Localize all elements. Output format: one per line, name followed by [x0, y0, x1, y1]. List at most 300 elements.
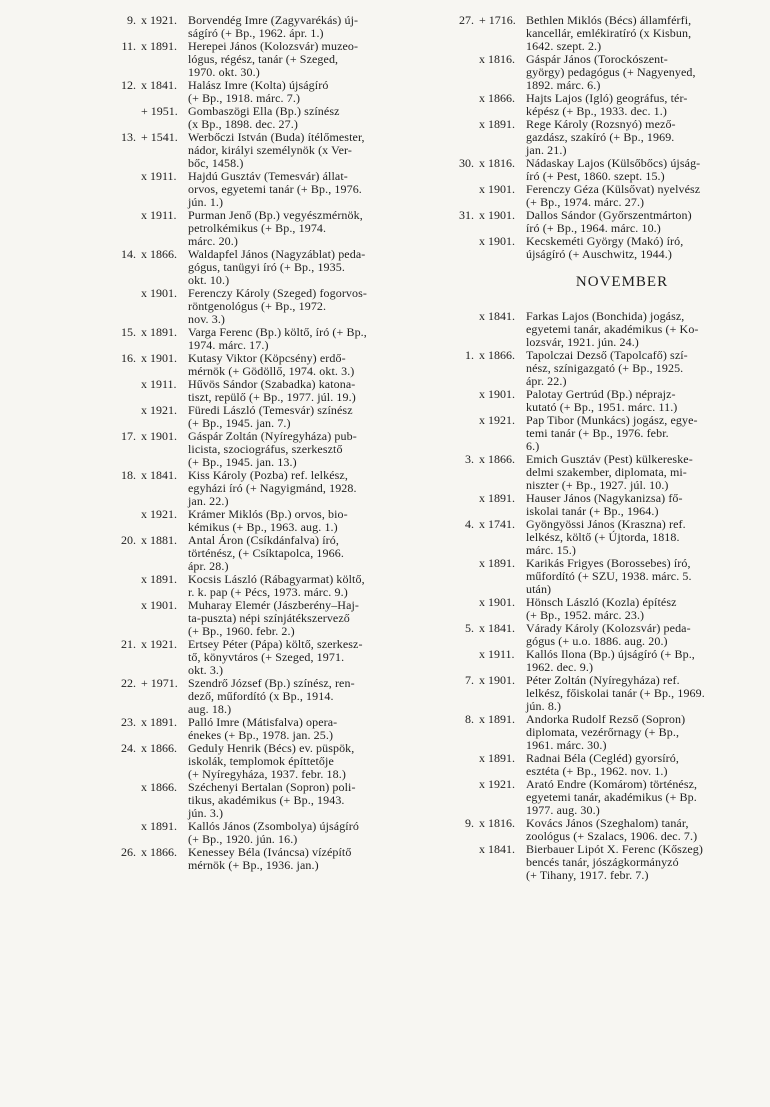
entry-year: x 1816. [479, 156, 515, 170]
entry-year: x 1891. [479, 556, 515, 570]
right-column [446, 14, 758, 882]
calendar-entry [446, 235, 758, 261]
entry-year: x 1891. [479, 491, 515, 505]
entry-line: énekes (+ Bp., 1978. jan. 25.) [188, 728, 334, 742]
entry-text [188, 131, 420, 170]
entry-line: után) [526, 582, 552, 596]
entry-line: Hajts Lajos (Igló) geográfus, tér- [526, 91, 688, 105]
calendar-entry [446, 713, 758, 752]
entry-line: Werbőczi István (Buda) ítélőmester, [188, 130, 365, 144]
entry-line: orvos, egyetemi tanár (+ Bp., 1976. [188, 182, 362, 196]
entry-line: jan. 22.) [188, 494, 229, 508]
calendar-entry [446, 53, 758, 92]
entry-line: Geduly Henrik (Bécs) ev. püspök, [188, 741, 355, 755]
right-column-bottom [446, 310, 758, 882]
entry-line: Rege Károly (Rozsnyó) mező- [526, 117, 676, 131]
entry-line: Péter Zoltán (Nyíregyháza) ref. [526, 673, 680, 687]
entry-line: Tapolczai Dezső (Tapolcafő) szí- [526, 348, 688, 362]
calendar-entry [108, 716, 420, 742]
entry-line: egyetemi tanár, akadémikus (+ Bp. [526, 790, 697, 804]
entry-line: kutató (+ Bp., 1951. márc. 11.) [526, 400, 678, 414]
calendar-entry [446, 817, 758, 843]
entry-year: x 1816. [479, 816, 515, 830]
entry-line: kancellár, emlékiratíró (x Kisbun, [526, 26, 692, 40]
entry-line: Gombaszögi Ella (Bp.) színész [188, 104, 340, 118]
entry-text [188, 248, 420, 287]
calendar-entry [108, 105, 420, 131]
entry-day: 8. [465, 712, 474, 726]
entry-text [188, 846, 420, 872]
entry-year: x 1841. [141, 78, 177, 92]
entry-year: x 1891. [479, 117, 515, 131]
entry-line: bőc, 1458.) [188, 156, 244, 170]
entry-line: Ertsey Péter (Pápa) költő, szerkesz- [188, 637, 363, 651]
entry-line: licista, szociográfus, szerkesztő [188, 442, 343, 456]
calendar-entry [108, 677, 420, 716]
calendar-entry [446, 310, 758, 349]
entry-year: x 1901. [479, 234, 515, 248]
entry-text [188, 599, 420, 638]
entry-line: tikus, akadémikus (+ Bp., 1943. [188, 793, 345, 807]
entry-year: + 1971. [141, 676, 178, 690]
entry-line: mérnök (+ Gödöllő, 1974. okt. 3.) [188, 364, 355, 378]
entry-line: Hauser János (Nagykanizsa) fő- [526, 491, 683, 505]
entry-text [526, 235, 758, 261]
entry-text [526, 674, 758, 713]
calendar-entry [108, 534, 420, 573]
entry-year: + 1541. [141, 130, 178, 144]
entry-text [188, 287, 420, 326]
entry-text [526, 752, 758, 778]
calendar-entry [446, 118, 758, 157]
entry-line: Szendrő József (Bp.) színész, ren- [188, 676, 355, 690]
entry-line: Bethlen Miklós (Bécs) államférfi, [526, 13, 692, 27]
entry-text [188, 326, 420, 352]
entry-text [526, 453, 758, 492]
calendar-entry [446, 388, 758, 414]
entry-text [188, 14, 420, 40]
entry-year: x 1816. [479, 52, 515, 66]
entry-line: nov. 3.) [188, 312, 226, 326]
entry-text [188, 430, 420, 469]
entry-line: Kocsis László (Rábagyarmat) költő, [188, 572, 365, 586]
entry-line: okt. 10.) [188, 273, 230, 287]
entry-year: x 1921. [141, 13, 177, 27]
entry-line: író (+ Pest, 1860. szept. 15.) [526, 169, 665, 183]
calendar-entry [108, 508, 420, 534]
entry-line: 1642. szept. 2.) [526, 39, 602, 53]
entry-text [526, 713, 758, 752]
entry-line: Halász Imre (Kolta) újságíró [188, 78, 329, 92]
entry-line: dező, műfordító (x Bp., 1914. [188, 689, 334, 703]
entry-line: ápr. 28.) [188, 559, 229, 573]
entry-line: Varga Ferenc (Bp.) költő, író (+ Bp., [188, 325, 367, 339]
entry-day: 20. [121, 533, 136, 547]
entry-line: györgy) pedagógus (+ Nagyenyed, [526, 65, 696, 79]
entry-line: nész, színigazgató (+ Bp., 1925. [526, 361, 684, 375]
calendar-entry [108, 287, 420, 326]
entry-line: niszter (+ Bp., 1927. júl. 10.) [526, 478, 669, 492]
entry-text [188, 79, 420, 105]
entry-line: Hűvös Sándor (Szabadka) katona- [188, 377, 356, 391]
entry-year: x 1901. [141, 598, 177, 612]
entry-text [188, 352, 420, 378]
calendar-entry [446, 648, 758, 674]
entry-day: 13. [121, 130, 136, 144]
entry-line: Palotay Gertrúd (Bp.) néprajz- [526, 387, 676, 401]
entry-year: x 1866. [141, 845, 177, 859]
entry-text [188, 742, 420, 781]
entry-line: Ferenczy Géza (Külsővat) nyelvész [526, 182, 701, 196]
entry-line: (+ Bp., 1974. márc. 27.) [526, 195, 645, 209]
entry-year: x 1901. [141, 351, 177, 365]
entry-line: Kallós Ilona (Bp.) újságíró (+ Bp., [526, 647, 695, 661]
entry-day: 15. [121, 325, 136, 339]
entry-text [188, 404, 420, 430]
entry-day: 30. [459, 156, 474, 170]
entry-day: 26. [121, 845, 136, 859]
calendar-entry [108, 378, 420, 404]
entry-text [188, 534, 420, 573]
entry-line: zoológus (+ Szalacs, 1906. dec. 7.) [526, 829, 698, 843]
calendar-entry [446, 518, 758, 557]
entry-text [526, 14, 758, 53]
entry-line: jan. 21.) [526, 143, 567, 157]
entry-day: 31. [459, 208, 474, 222]
entry-line: egyetemi tanár, akadémikus (+ Ko- [526, 322, 699, 336]
entry-day: 14. [121, 247, 136, 261]
right-column-top [446, 14, 758, 261]
entry-day: 7. [465, 673, 474, 687]
entry-line: Krámer Miklós (Bp.) orvos, bio- [188, 507, 348, 521]
entry-line: ápr. 22.) [526, 374, 567, 388]
entry-year: x 1891. [141, 325, 177, 339]
entry-line: okt. 3.) [188, 663, 224, 677]
entry-line: bencés tanár, jószágkormányzó [526, 855, 679, 869]
entry-line: Dallos Sándor (Győrszentmárton) [526, 208, 692, 222]
entry-text [526, 92, 758, 118]
entry-text [526, 596, 758, 622]
entry-line: (+ Nyíregyháza, 1937. febr. 18.) [188, 767, 346, 781]
entry-line: gógus (+ u.o. 1886. aug. 20.) [526, 634, 668, 648]
calendar-entry [108, 131, 420, 170]
entry-line: Kutasy Viktor (Köpcsény) erdő- [188, 351, 346, 365]
entry-day: 4. [465, 517, 474, 531]
entry-line: iskolák, templomok építtetője [188, 754, 334, 768]
entry-year: x 1891. [479, 712, 515, 726]
calendar-entry [446, 453, 758, 492]
entry-line: lógus, régész, tanár (+ Szeged, [188, 52, 339, 66]
entry-line: (+ Bp., 1960. febr. 2.) [188, 624, 295, 638]
calendar-entry [108, 638, 420, 677]
left-column [108, 14, 420, 872]
entry-line: lozsvár, 1921. jún. 24.) [526, 335, 639, 349]
calendar-entry [446, 596, 758, 622]
entry-text [526, 388, 758, 414]
entry-text [526, 778, 758, 817]
entry-line: Nádaskay Lajos (Külsőbőcs) újság- [526, 156, 701, 170]
entry-line: író (+ Bp., 1964. márc. 10.) [526, 221, 661, 235]
entry-line: Karikás Frigyes (Borossebes) író, [526, 556, 691, 570]
entry-line: lelkész, főiskolai tanár (+ Bp., 1969. [526, 686, 705, 700]
entry-year: x 1891. [479, 751, 515, 765]
entry-line: gógus, tanügyi író (+ Bp., 1935. [188, 260, 345, 274]
entry-year: x 1891. [141, 819, 177, 833]
entry-year: x 1841. [479, 621, 515, 635]
entry-text [526, 817, 758, 843]
entry-year: x 1921. [479, 413, 515, 427]
entry-line: Füredi László (Temesvár) színész [188, 403, 353, 417]
entry-line: 6.) [526, 439, 540, 453]
entry-text [526, 157, 758, 183]
entry-line: aug. 18.) [188, 702, 232, 716]
entry-line: (+ Bp., 1945. jan. 13.) [188, 455, 297, 469]
entry-line: (+ Bp., 1920. jún. 16.) [188, 832, 298, 846]
entry-line: Herepei János (Kolozsvár) muzeo- [188, 39, 359, 53]
calendar-entry [446, 209, 758, 235]
entry-day: 9. [127, 13, 136, 27]
entry-text [526, 414, 758, 453]
entry-line: Hajdú Gusztáv (Temesvár) állat- [188, 169, 348, 183]
entry-day: 11. [121, 39, 136, 53]
calendar-entry [108, 79, 420, 105]
entry-text [526, 310, 758, 349]
calendar-entry [108, 209, 420, 248]
entry-year: x 1911. [479, 647, 515, 661]
entry-line: 1974. márc. 17.) [188, 338, 269, 352]
entry-line: ságíró (+ Bp., 1962. ápr. 1.) [188, 26, 324, 40]
calendar-entry [108, 352, 420, 378]
entry-year: x 1866. [479, 452, 515, 466]
calendar-entry [446, 622, 758, 648]
entry-line: Radnai Béla (Cegléd) gyorsíró, [526, 751, 679, 765]
entry-line: Széchenyi Bertalan (Sopron) poli- [188, 780, 356, 794]
calendar-entry [108, 248, 420, 287]
entry-day: 12. [121, 78, 136, 92]
entry-line: mérnök (+ Bp., 1936. jan.) [188, 858, 319, 872]
entry-line: Farkas Lajos (Bonchida) jogász, [526, 309, 685, 323]
entry-text [188, 716, 420, 742]
entry-line: Purman Jenő (Bp.) vegyészmérnök, [188, 208, 363, 222]
entry-line: Arató Endre (Komárom) történész, [526, 777, 698, 791]
entry-text [526, 209, 758, 235]
calendar-entry [446, 349, 758, 388]
entry-year: x 1881. [141, 533, 177, 547]
entry-line: nádor, királyi személynök (x Ver- [188, 143, 352, 157]
entry-day: 18. [121, 468, 136, 482]
entry-line: ta-puszta) népi színjátékszervező [188, 611, 350, 625]
entry-year: + 1951. [141, 104, 178, 118]
entry-line: röntgenológus (+ Bp., 1972. [188, 299, 327, 313]
entry-year: x 1901. [479, 595, 515, 609]
entry-line: petrolkémikus (+ Bp., 1974. [188, 221, 327, 235]
calendar-entry [446, 92, 758, 118]
entry-text [526, 648, 758, 674]
entry-text [188, 820, 420, 846]
entry-day: 1. [465, 348, 474, 362]
entry-line: Bierbauer Lipót X. Ferenc (Kőszeg) [526, 842, 704, 856]
entry-year: x 1866. [141, 741, 177, 755]
entry-line: (x Bp., 1898. dec. 27.) [188, 117, 298, 131]
entry-year: x 1901. [479, 182, 515, 196]
entry-line: Kecskeméti György (Makó) író, [526, 234, 684, 248]
entry-line: temi tanár (+ Bp., 1976. febr. [526, 426, 669, 440]
entry-line: újságíró (+ Auschwitz, 1944.) [526, 247, 672, 261]
entry-line: Antal Áron (Csíkdánfalva) író, [188, 533, 339, 547]
entry-line: Gáspár Zoltán (Nyíregyháza) pub- [188, 429, 357, 443]
entry-text [526, 492, 758, 518]
entry-line: Várady Károly (Kolozsvár) peda- [526, 621, 691, 635]
calendar-entry [108, 40, 420, 79]
calendar-entry [446, 183, 758, 209]
calendar-entry [446, 414, 758, 453]
entry-year: x 1901. [141, 286, 177, 300]
entry-line: (+ Bp., 1918. márc. 7.) [188, 91, 301, 105]
entry-day: 24. [121, 741, 136, 755]
calendar-entry [446, 492, 758, 518]
entry-text [188, 170, 420, 209]
entry-line: Muharay Elemér (Jászberény–Haj- [188, 598, 360, 612]
entry-year: x 1911. [141, 377, 177, 391]
entry-year: x 1911. [141, 208, 177, 222]
entry-line: képész (+ Bp., 1933. dec. 1.) [526, 104, 667, 118]
entry-year: x 1921. [141, 507, 177, 521]
calendar-entry [108, 599, 420, 638]
entry-line: tő, könyvtáros (+ Szeged, 1971. [188, 650, 345, 664]
calendar-entry [446, 752, 758, 778]
entry-line: Kovács János (Szeghalom) tanár, [526, 816, 689, 830]
entry-text [188, 105, 420, 131]
entry-line: r. k. pap (+ Pécs, 1973. márc. 9.) [188, 585, 348, 599]
entry-day: 27. [459, 13, 474, 27]
entry-text [188, 677, 420, 716]
entry-text [526, 183, 758, 209]
entry-line: történész, (+ Csíktapolca, 1966. [188, 546, 344, 560]
entry-text [526, 53, 758, 92]
entry-year: x 1901. [479, 673, 515, 687]
entry-year: x 1921. [479, 777, 515, 791]
entry-text [526, 118, 758, 157]
entry-year: x 1841. [479, 842, 515, 856]
entry-text [188, 469, 420, 508]
entry-day: 16. [121, 351, 136, 365]
entry-year: x 1866. [141, 247, 177, 261]
entry-line: jún. 3.) [188, 806, 224, 820]
entry-text [188, 378, 420, 404]
entry-line: kémikus (+ Bp., 1963. aug. 1.) [188, 520, 338, 534]
entry-line: Emich Gusztáv (Pest) külkereske- [526, 452, 693, 466]
entry-year: x 1741. [479, 517, 515, 531]
calendar-entry [446, 157, 758, 183]
entry-line: Kallós János (Zsombolya) újságíró [188, 819, 359, 833]
entry-text [188, 781, 420, 820]
entry-line: (+ Bp., 1952. márc. 23.) [526, 608, 645, 622]
entry-line: Kenessey Béla (Iváncsa) vízépítő [188, 845, 352, 859]
entry-year: x 1841. [479, 309, 515, 323]
calendar-entry [446, 778, 758, 817]
entry-line: tiszt, repülő (+ Bp., 1977. júl. 19.) [188, 390, 356, 404]
entry-day: 9. [465, 816, 474, 830]
entry-line: esztéta (+ Bp., 1962. nov. 1.) [526, 764, 668, 778]
entry-year: x 1866. [141, 780, 177, 794]
entry-line: 1970. okt. 30.) [188, 65, 260, 79]
calendar-entry [446, 674, 758, 713]
entry-line: Andorka Rudolf Rezső (Sopron) [526, 712, 686, 726]
entry-line: Kiss Károly (Pozba) ref. lelkész, [188, 468, 348, 482]
entry-year: x 1866. [479, 91, 515, 105]
entry-line: Gyöngyössi János (Kraszna) ref. [526, 517, 686, 531]
entry-line: Gáspár János (Torockószent- [526, 52, 668, 66]
entry-text [526, 557, 758, 596]
entry-line: lelkész, költő (+ Újtorda, 1818. [526, 530, 680, 544]
calendar-entry [446, 843, 758, 882]
calendar-entry [108, 742, 420, 781]
entry-text [188, 209, 420, 248]
entry-line: egyházi író (+ Nagyigmánd, 1928. [188, 481, 357, 495]
entry-line: jún. 1.) [188, 195, 224, 209]
entry-line: delmi szakember, diplomata, mi- [526, 465, 687, 479]
entry-line: Ferenczy Károly (Szeged) fogorvos- [188, 286, 367, 300]
calendar-entry [108, 170, 420, 209]
calendar-entry [108, 846, 420, 872]
entry-text [526, 622, 758, 648]
entry-line: gazdász, szakíró (+ Bp., 1969. [526, 130, 675, 144]
entry-text [526, 518, 758, 557]
calendar-entry [108, 469, 420, 508]
entry-day: 17. [121, 429, 136, 443]
entry-line: 1977. aug. 30.) [526, 803, 600, 817]
entry-text [188, 573, 420, 599]
entry-text [526, 349, 758, 388]
entry-year: x 1841. [141, 468, 177, 482]
entry-year: x 1921. [141, 403, 177, 417]
calendar-entry [108, 14, 420, 40]
entry-line: 1961. márc. 30.) [526, 738, 607, 752]
entry-line: (+ Tihany, 1917. febr. 7.) [526, 868, 649, 882]
entry-line: 1892. márc. 6.) [526, 78, 601, 92]
entry-year: x 1901. [479, 387, 515, 401]
entry-line: 1962. dec. 9.) [526, 660, 594, 674]
entry-text [188, 638, 420, 677]
entry-day: 21. [121, 637, 136, 651]
entry-day: 3. [465, 452, 474, 466]
entry-year: x 1901. [141, 429, 177, 443]
entry-line: márc. 15.) [526, 543, 576, 557]
calendar-entry [108, 404, 420, 430]
entry-line: (+ Bp., 1945. jan. 7.) [188, 416, 291, 430]
calendar-entry [108, 781, 420, 820]
entry-line: Waldapfel János (Nagyzáblat) peda- [188, 247, 366, 261]
entry-line: műfordító (+ SZU, 1938. márc. 5. [526, 569, 692, 583]
entry-year: x 1891. [141, 39, 177, 53]
entry-year: x 1901. [479, 208, 515, 222]
entry-year: x 1891. [141, 715, 177, 729]
entry-year: x 1891. [141, 572, 177, 586]
entry-line: márc. 20.) [188, 234, 238, 248]
entry-year: + 1716. [479, 13, 516, 27]
calendar-entry [108, 573, 420, 599]
calendar-entry [108, 820, 420, 846]
calendar-entry [446, 557, 758, 596]
entry-text [188, 508, 420, 534]
entry-text [188, 40, 420, 79]
calendar-entry [446, 14, 758, 53]
entry-line: Pap Tibor (Munkács) jogász, egye- [526, 413, 698, 427]
entry-year: x 1911. [141, 169, 177, 183]
entry-line: iskolai tanár (+ Bp., 1964.) [526, 504, 659, 518]
calendar-entry [108, 430, 420, 469]
entry-day: 5. [465, 621, 474, 635]
